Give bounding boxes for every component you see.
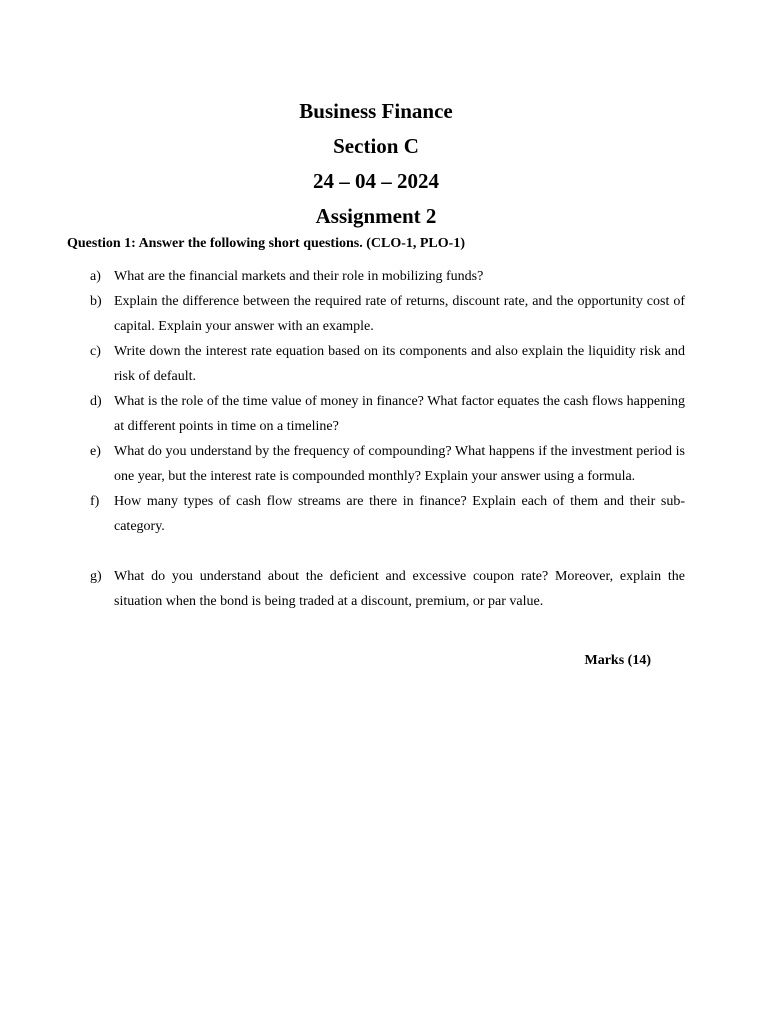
item-marker: d): [90, 394, 102, 409]
item-marker: f): [90, 494, 100, 509]
item-text: Write down the interest rate equation based on its components and also explain the liquidity risk and risk of default.: [114, 344, 685, 384]
assignment-title: Assignment 2: [315, 204, 437, 228]
item-marker: a): [90, 269, 101, 284]
question-heading: Question 1: Answer the following short questions. (CLO-1, PLO-1): [67, 236, 465, 251]
question-list: [0, 264, 768, 614]
section-title: Section C: [333, 134, 419, 158]
document-header: [0, 94, 752, 234]
item-marker: g): [90, 569, 102, 584]
date-title: 24 – 04 – 2024: [313, 169, 439, 193]
marks-label: Marks (14): [584, 653, 651, 668]
list-item: [0, 439, 685, 489]
item-text: How many types of cash flow streams are there in finance? Explain each of them and their sub-category.: [114, 494, 685, 534]
item-text: Explain the difference between the required rate of returns, discount rate, and the opportunity cost of capital. Explain your answer with an example.: [114, 294, 685, 334]
list-item: [0, 264, 685, 289]
item-marker: b): [90, 294, 102, 309]
list-item: [0, 564, 685, 614]
item-text: What do you understand by the frequency of compounding? What happens if the investment period is one year, but the interest rate is compounded monthly? Explain your answer using a formula.: [114, 444, 685, 484]
item-marker: e): [90, 444, 101, 459]
item-marker: c): [90, 344, 101, 359]
item-text: What is the role of the time value of money in finance? What factor equates the cash flows happening at different points in time on a timeline?: [114, 394, 685, 434]
course-title: Business Finance: [299, 99, 453, 123]
list-item: [0, 289, 685, 339]
list-item: [0, 389, 685, 439]
list-item: [0, 339, 685, 389]
item-text: What do you understand about the deficient and excessive coupon rate? Moreover, explain the situation when the bond is being traded at a discount, premium, or par value.: [114, 569, 685, 609]
list-item: [0, 489, 685, 539]
item-text: What are the financial markets and their role in mobilizing funds?: [114, 269, 484, 284]
